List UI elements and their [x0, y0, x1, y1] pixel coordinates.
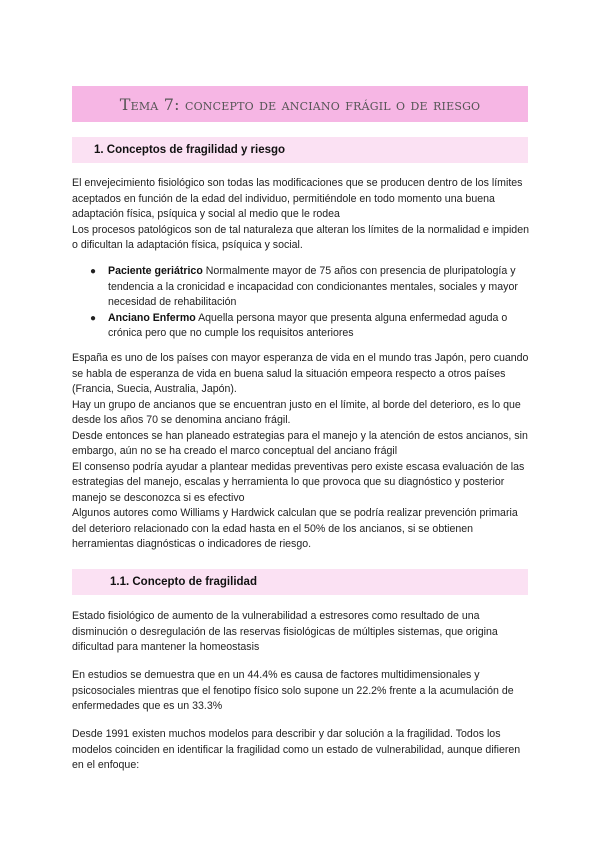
subsection-heading: 1.1. Concepto de fragilidad — [110, 576, 257, 588]
subsection-heading-banner — [72, 569, 528, 595]
paragraph-line: Desde 1991 existen muchos modelos para describir y dar solución a la fragilidad. Todos los modelos coinciden en identificar la fragilidad como un estado de vulnerabilidad, aunque difieren en el enfoque: — [72, 728, 521, 771]
list-item-term: Anciano Enfermo — [108, 311, 196, 324]
list-item — [86, 311, 532, 342]
paragraph-line: España es uno de los países con mayor esperanza de vida en el mundo tras Japón, pero cuando se habla de esperanza de vida en buena salud la situación empeora respecto a otros países (Francia, Suecia, Australia, Japón). — [72, 352, 529, 395]
definition-paragraph — [72, 609, 532, 656]
document-title: Tema 7: concepto de anciano frágil o de riesgo — [119, 94, 481, 114]
list-item-term: Paciente geriátrico — [108, 265, 203, 277]
list-item — [86, 264, 532, 311]
list-item-text: Aquella persona mayor que presenta alguna enfermedad aguda o crónica pero que no cumple los requisitos anteriores — [108, 311, 508, 339]
paragraph-line: En estudios se demuestra que en un 44.4% es causa de factores multidimensionales y psicosociales mientras que el fenotipo físico solo supone un 22.2% frente a la acumulación de enfermedades que es un 33.3% — [72, 669, 514, 712]
body-paragraph — [72, 351, 532, 553]
statistics-paragraph — [72, 668, 532, 715]
bullet-icon: ● — [90, 266, 97, 277]
paragraph-line: Estado fisiológico de aumento de la vulnerabilidad a estresores como resultado de una disminución o desregulación de las reservas fisiológicas de múltiples sistemas, que origina dificultad para mantener la homeostasis — [72, 610, 498, 653]
models-paragraph — [72, 727, 532, 774]
bullet-icon: ● — [90, 312, 97, 324]
paragraph-line: Los procesos patológicos son de tal naturaleza que alteran los límites de la normalidad e impiden o dificultan la adaptación física, psíquica y social. — [72, 223, 529, 251]
paragraph-line: El envejecimiento fisiológico son todas las modificaciones que se producen dentro de los límites aceptados en función de la edad del individuo, permitiéndole en todo momento una buena adaptación física, psíquica y social al medio que le rodea — [72, 177, 523, 220]
intro-paragraph — [72, 176, 532, 254]
paragraph-line: Hay un grupo de ancianos que se encuentran justo en el límite, al borde del deterioro, es lo que desde los años 70 se denomina anciano frágil. — [72, 398, 521, 426]
paragraph-line: El consenso podría ayudar a plantear medidas preventivas pero existe escasa evaluación de las estrategias del manejo, escalas y herramienta lo que provoca que su diagnóstico y posterior manejo se desconozca si es efectivo — [72, 460, 525, 504]
document-title-banner — [72, 86, 528, 122]
paragraph-line: Desde entonces se han planeado estrategias para el manejo y la atención de estos ancianos, sin embargo, aún no se ha creado el marco conceptual del anciano frágil — [72, 429, 528, 457]
paragraph-line: Algunos autores como Williams y Hardwick calculan que se podría realizar prevención primaria del deterioro relacionado con la edad hasta en el 50% de los ancianos, si se obtienen herramientas diagnósticas o indicadores de riesgo. — [72, 507, 518, 550]
section-heading: 1. Conceptos de fragilidad y riesgo — [94, 144, 286, 156]
list-item-text: Normalmente mayor de 75 años con presencia de pluripatología y tendencia a la cronicidad e incapacidad con condicionantes mentales, sociales y mayor necesidad de rehabilitación — [108, 265, 518, 308]
section-heading-banner — [72, 137, 528, 163]
definition-list — [86, 264, 532, 342]
